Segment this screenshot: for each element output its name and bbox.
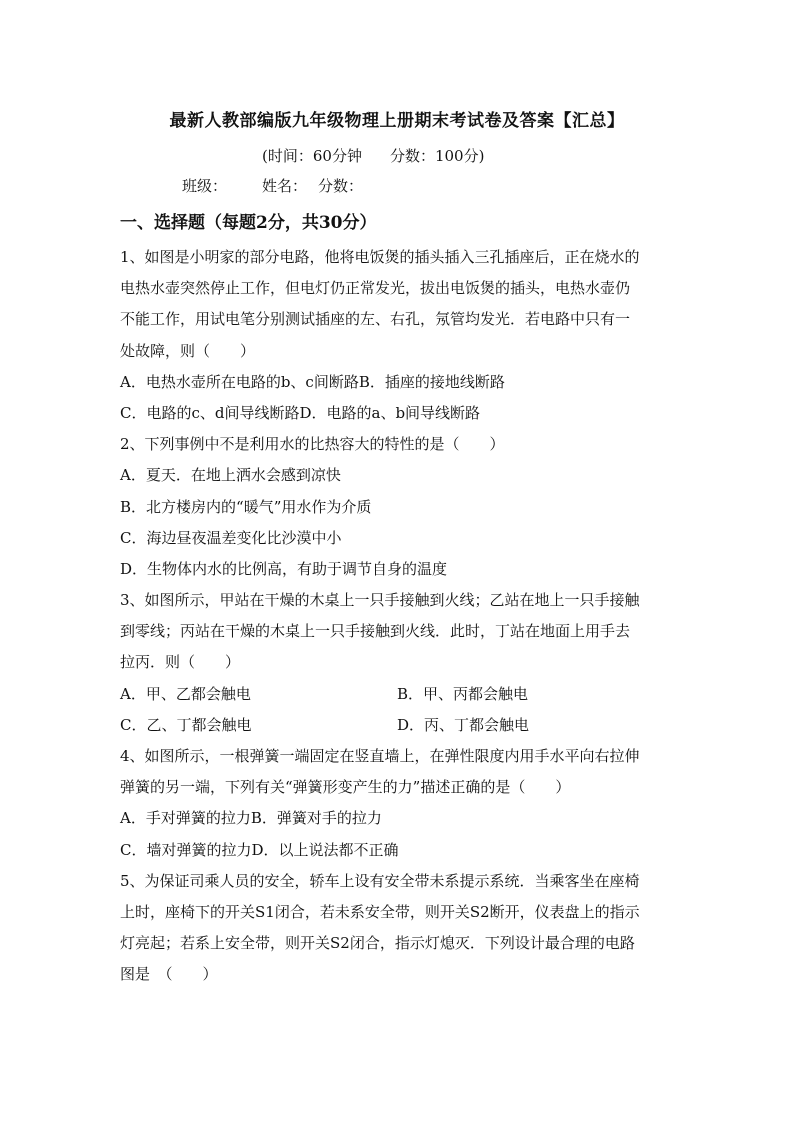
question-5-line: 5、为保证司乘人员的安全，轿车上设有安全带未系提示系统．当乘客坐在座椅 <box>120 871 640 890</box>
class-label: 班级： <box>182 177 228 195</box>
question-2-option-c: C．海边昼夜温差变化比沙漠中小 <box>120 528 342 547</box>
question-2-option-d: D．生物体内水的比例高，有助于调节自身的温度 <box>120 559 448 578</box>
question-4-options-ab: A．手对弹簧的拉力B．弹簧对手的拉力 <box>120 809 382 828</box>
question-3-option-d: D．丙、丁都会触电 <box>397 715 530 734</box>
question-1-line: 1、如图是小明家的部分电路，他将电饭煲的插头插入三孔插座后，正在烧水的 <box>120 248 640 266</box>
question-3-line: 3、如图所示，甲站在干燥的木桌上一只手接触到火线；乙站在地上一只手接触 <box>120 591 640 610</box>
question-3-option-b: B．甲、丙都会触电 <box>397 684 529 703</box>
question-1-line: 处故障，则（ ） <box>120 341 256 360</box>
question-3-options-ab <box>120 679 680 710</box>
points-label: 分数： <box>318 177 364 195</box>
question-5-line: 图是 （ ） <box>120 965 218 984</box>
question-2-stem: 2、下列事例中不是利用水的比热容大的特性的是（ ） <box>120 435 505 454</box>
question-2-option-a: A．夏天．在地上洒水会感到凉快 <box>120 466 341 485</box>
exam-total-score: 分数：100分) <box>389 147 485 165</box>
question-5-line: 上时，座椅下的开关S1闭合，若未系安全带，则开关S2断开，仪表盘上的指示 <box>120 902 640 921</box>
student-info-row <box>182 175 363 196</box>
question-3-line: 到零线；丙站在干燥的木桌上一只手接触到火线．此时，丁站在地面上用手去 <box>120 622 631 641</box>
question-4-line: 4、如图所示，一根弹簧一端固定在竖直墙上，在弹性限度内用手水平向右拉伸 <box>120 747 640 765</box>
exam-time: (时间：60分钟 <box>262 147 362 165</box>
question-5-line: 灯亮起；若系上安全带，则开关S2闭合，指示灯熄灭．下列设计最合理的电路 <box>120 934 635 953</box>
question-4-line: 弹簧的另一端，下列有关“弹簧形变产生的力”描述正确的是（ ） <box>120 778 571 797</box>
question-2-option-b: B．北方楼房内的“暖气”用水作为介质 <box>120 497 372 516</box>
questions-body <box>120 242 680 991</box>
question-3-option-c: C．乙、丁都会触电 <box>120 715 252 734</box>
question-1-line: 电热水壶突然停止工作，但电灯仍正常发光，拔出电饭煲的插头，电热水壶仍 <box>120 279 631 298</box>
name-label: 姓名： <box>262 177 308 195</box>
exam-title: 最新人教部编版九年级物理上册期末考试卷及答案【汇总】 <box>169 111 625 131</box>
question-1-line: 不能工作，用试电笔分别测试插座的左、右孔，氖管均发光．若电路中只有一 <box>120 310 631 329</box>
question-4-options-cd: C．墙对弹簧的拉力D．以上说法都不正确 <box>120 840 399 859</box>
question-1-options-cd: C．电路的c、d间导线断路D．电路的a、b间导线断路 <box>120 403 481 422</box>
question-1-options-ab: A．电热水壶所在电路的b、c间断路B．插座的接地线断路 <box>120 372 505 391</box>
question-3-options-cd <box>120 710 680 741</box>
section-heading: 一、选择题（每题2分，共30分） <box>120 213 377 233</box>
exam-time-score <box>262 145 484 166</box>
question-3-option-a: A．甲、乙都会触电 <box>120 684 251 703</box>
question-3-line: 拉丙．则（ ） <box>120 653 241 672</box>
